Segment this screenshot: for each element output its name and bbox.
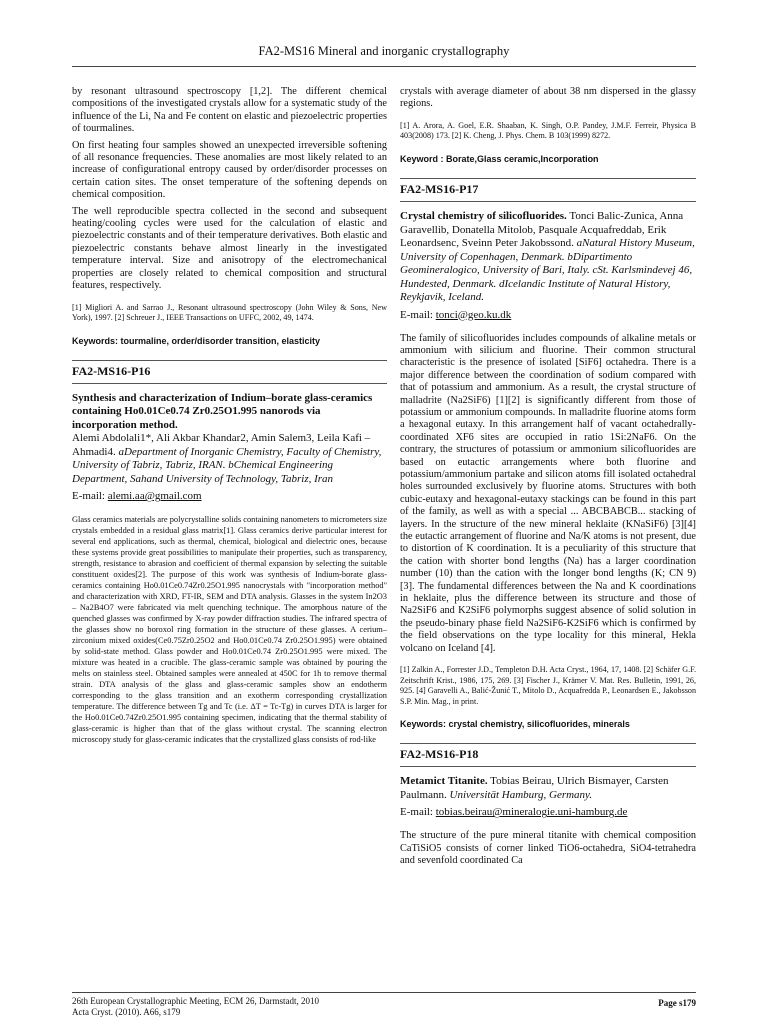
abstract-authors [400,210,696,305]
affiliations: aDepartment of Inorganic Chemistry, Faculty of Chemistry, University of Tabriz, Tabriz, IRAN. bChemical Engineering Department, Sahand University of Technology, Tabriz, Iran [72,445,382,485]
abstract-authors [400,775,696,802]
right-column [400,86,696,872]
page-number: Page s179 [658,998,696,1008]
email-label: E-mail: [400,806,433,819]
abstract-id-p16: FA2-MS16-P16 [72,360,387,384]
continuation-text: crystals with average diameter of about 38 nm dispersed in the glassy regions. [400,86,696,110]
references: [1] Zalkin A., Forrester J.D., Templeton D.H. Acta Cryst., 1964, 17, 1408. [2] Schäfer G.F. Zeitschrift Krist., 1986, 175, 269. [3] Fischer J., Krämer V. Mat. Res. Bulletin, 1991, 26, 925. [4] Garavelli A., Balić-Žunić T., Mitolo D., Acquafredda P., Leonardsen E., Jakobsson S.P. Min. Mag., in print. [400,665,696,706]
abstract-title: Metamict Titanite. [400,775,488,788]
running-header: FA2-MS16 Mineral and inorganic crystallography [258,44,510,58]
abstract-authors [72,432,387,486]
email-line [72,490,387,502]
email-line [400,806,696,818]
footer-journal: Acta Cryst. (2010). A66, s179 [72,1007,181,1017]
footer-citation [72,996,319,1018]
abstract-body: Glass ceramics materials are polycrystalline solids containing nanometers to micrometers size crystals embedded in a residual glass matrix[1]. Glass ceramics derive particular interest for several end applications, such as thermal, chemical, biological and dielectric ones, because these systems provide great possibilities to manipulate their properties, such as transparency, strength, resistance to abrasion and coefficient of thermal expansion by selecting the suitable constituent oxides[2]. The purpose of this work was synthesis of Indium-borate glass-ceramics containing Ho0.01Ce0.74Zr0.25O1.995 nanocrystals with "incorporation method" and characterization with XRD, FT-IR, SEM and DTA analysis. Glasses in the system In2O3 – Na2B4O7 were fabricated via melt quenching technique. The amorphous nature of the quenched glasses was confirmed by X-ray powder diffraction studies. The infrared spectra of the glasses show no boroxol ring formation in the structure of these glasses. A cerium–zirconium mixed oxides(Ce0.75Zr0.25O2 and Ho0.01Ce0.74 Zr0.25O1.995) were obtained by solid-state method. Glass powder and Ho0.01Ce0.74 Zr0.25O1.995 were mixed. The mixture was heated in a crucible. The glass-ceramic sample was obtained by pouring the melts on stainless steel. Obtained samples were annealed at 450C for 1h to remove thermal strain. DTA analysis of the glass and glass-ceramic samples show an endotherm corresponding to the glass transition and an exotherm corresponding crystallization temperature. The difference between Tg and Tc (i.e. ΔT = Tc-Tg) in curves DTA is larger for the Ho0.01Ce0.74Zr0.25O1.995 containing specimen, indicating that the thermal stability of glass-ceramic is higher than that of the glass without crystal. The scanning electron microscopy study for glass-ceramic indicates that the crystallized glass consists of rod-like [72,515,387,745]
left-column [72,86,387,749]
email-line [400,309,696,321]
keywords: Keywords: crystal chemistry, silicofluorides, minerals [400,719,630,730]
email-link[interactable]: tobias.beirau@mineralogie.uni-hamburg.de [435,806,628,819]
references: [1] A. Arora, A. Goel, E.R. Shaaban, K. Singh, O.P. Pandey, J.M.F. Ferreir, Physica B 403(2008) 173. [2] K. Cheng, J. Phys. Chem. B 103(1999) 8272. [400,120,696,141]
header-rule [72,66,696,67]
email-label: E-mail: [400,308,433,321]
abstract-id-p18: FA2-MS16-P18 [400,743,696,767]
keywords: Keywords: tourmaline, order/disorder transition, elasticity [72,335,321,346]
paragraph: On first heating four samples showed an unexpected irreversible softening of all resonance frequencies. These anomalies are most likely related to an increase of configurational entropy caused by order/disorder processes on certain cation sites. The onset temperature of the softening depends on chemical composition. [72,139,387,201]
keywords: Keyword : Borate,Glass ceramic,Incorporation [400,154,599,164]
references: [1] Migliori A. and Sarrao J., Resonant ultrasound spectroscopy (John Wiley & Sons, New York), 1997. [2] Schreuer J., IEEE Transactions on UFFC, 2002, 49, 1474. [72,302,387,323]
author-list: Alemi Abdolali1*, Ali Akbar Khandar2, Amin Salem3, Leila Kafi –Ahmadi4. [72,432,371,458]
affiliations: aNatural History Museum, University of Copenhagen, Denmark. bDipartimento Geomineralogico, University of Bari, Italy. cSt. Karlsmindevej 46, Hundested, Denmark. dIcelandic Institute of Natural History, Reykjavik, Iceland. [400,237,695,303]
continuation-text: by resonant ultrasound spectroscopy [1,2]. The different chemical compositions of the investigated crystals allow for a systematic study of the influence of the Li, Na and Fe content on elastic and piezoelectric properties of tourmalines. [72,86,387,135]
abstract-body: The family of silicofluorides includes compounds of alkaline metals or ammonium with silicium and fluorine. Their common structural characteristic is the presence of isolated [SiF6] octahedra. There is a major difference between the coordination of sodium compared with that of potassium and ammonium. As a result, the crystal structure of malladrite (Na2SiF6) [1][2] is significantly different from those of potassium or ammonium compounds. In malladrite fluorine atoms form a hexagonal eutaxy. In this arrangement half of vacant octahedrally-coordinated XF6 sites are occupied in ratio 1Si:2NaF6. On the contrary, the structures of potassium or ammonium silicofluorides are based on eutactic arrangements where both fluorine and potassium/ammonium partake and silicon atoms fill isolated octahedral holes surrounded exclusively by fluorine atoms. Structures with both cubic-eutaxy and hexagonal-eutaxy stackings can be found in this part of the family, as well as with a special ... ABCBABCB... stacking of layers. In the structure of the new mineral heklaite (KNaSiF6) [3][4] the eutactic arrangement of fluorine and Na/K atoms is not present, due to distortion of K coordination. It is a peculiarity of this structure that the cation with shorter bond lengths (Na) has a larger coordination number (10) than the cation with the longer bond lengths (K; CN 9) [3]. The fundamental differences between the Na and K coordinations in heklaite, plus the difference between its structure and those of Na2SiF6 and K2SiF6 polymorphs suggest absence of solid solution in the pseudo-binary phase field Na2SiF6-K2SiF6 which is confirmed by the field observations on the type locality for this mineral, Hekla volcano on Iceland [4]. [400,332,696,654]
footer-meeting: 26th European Crystallographic Meeting, ECM 26, Darmstadt, 2010 [72,996,319,1006]
author-list: Tobias Beirau, Ulrich Bismayer, Carsten Paulmann. [400,775,669,801]
abstract-body: The structure of the pure mineral titanite with chemical composition CaTiSiO5 consists of corner linked TiO6-octahedra, SiO4-tetrahedra and sevenfold coordinated Ca [400,830,696,867]
abstract-id-p17: FA2-MS16-P17 [400,178,696,202]
abstract-title: Crystal chemistry of silicofluorides. [400,210,567,222]
abstract-title: Synthesis and characterization of Indium–borate glass-ceramics containing Ho0.01Ce0.74 Zr0.25O1.995 nanorods via incorporation method. [72,391,373,431]
email-label: E-mail: [72,490,105,503]
paragraph: The well reproducible spectra collected in the second and subsequent heating/cooling cycles were used for the calculation of elastic and piezoelectric constants and of their temperature derivatives. Both elastic and piezoelectric constants behave almost linearly in the investigated temperature interval. Size and anisotropy of the electromechanical properties are closely related to chemical composition and structural features, respectively. [72,205,387,292]
affiliations: Universität Hamburg, Germany. [449,788,593,801]
author-list: Tonci Balic-Zunica, Anna Garavellib, Donatella Mitolob, Pasquale Acquafreddab, Erik Leonardsenc, Sveinn Peter Jakobssond. [400,210,684,249]
footer-rule [72,992,696,993]
email-link[interactable]: tonci@geo.ku.dk [435,308,512,321]
email-link[interactable]: alemi.aa@gmail.com [107,490,202,503]
